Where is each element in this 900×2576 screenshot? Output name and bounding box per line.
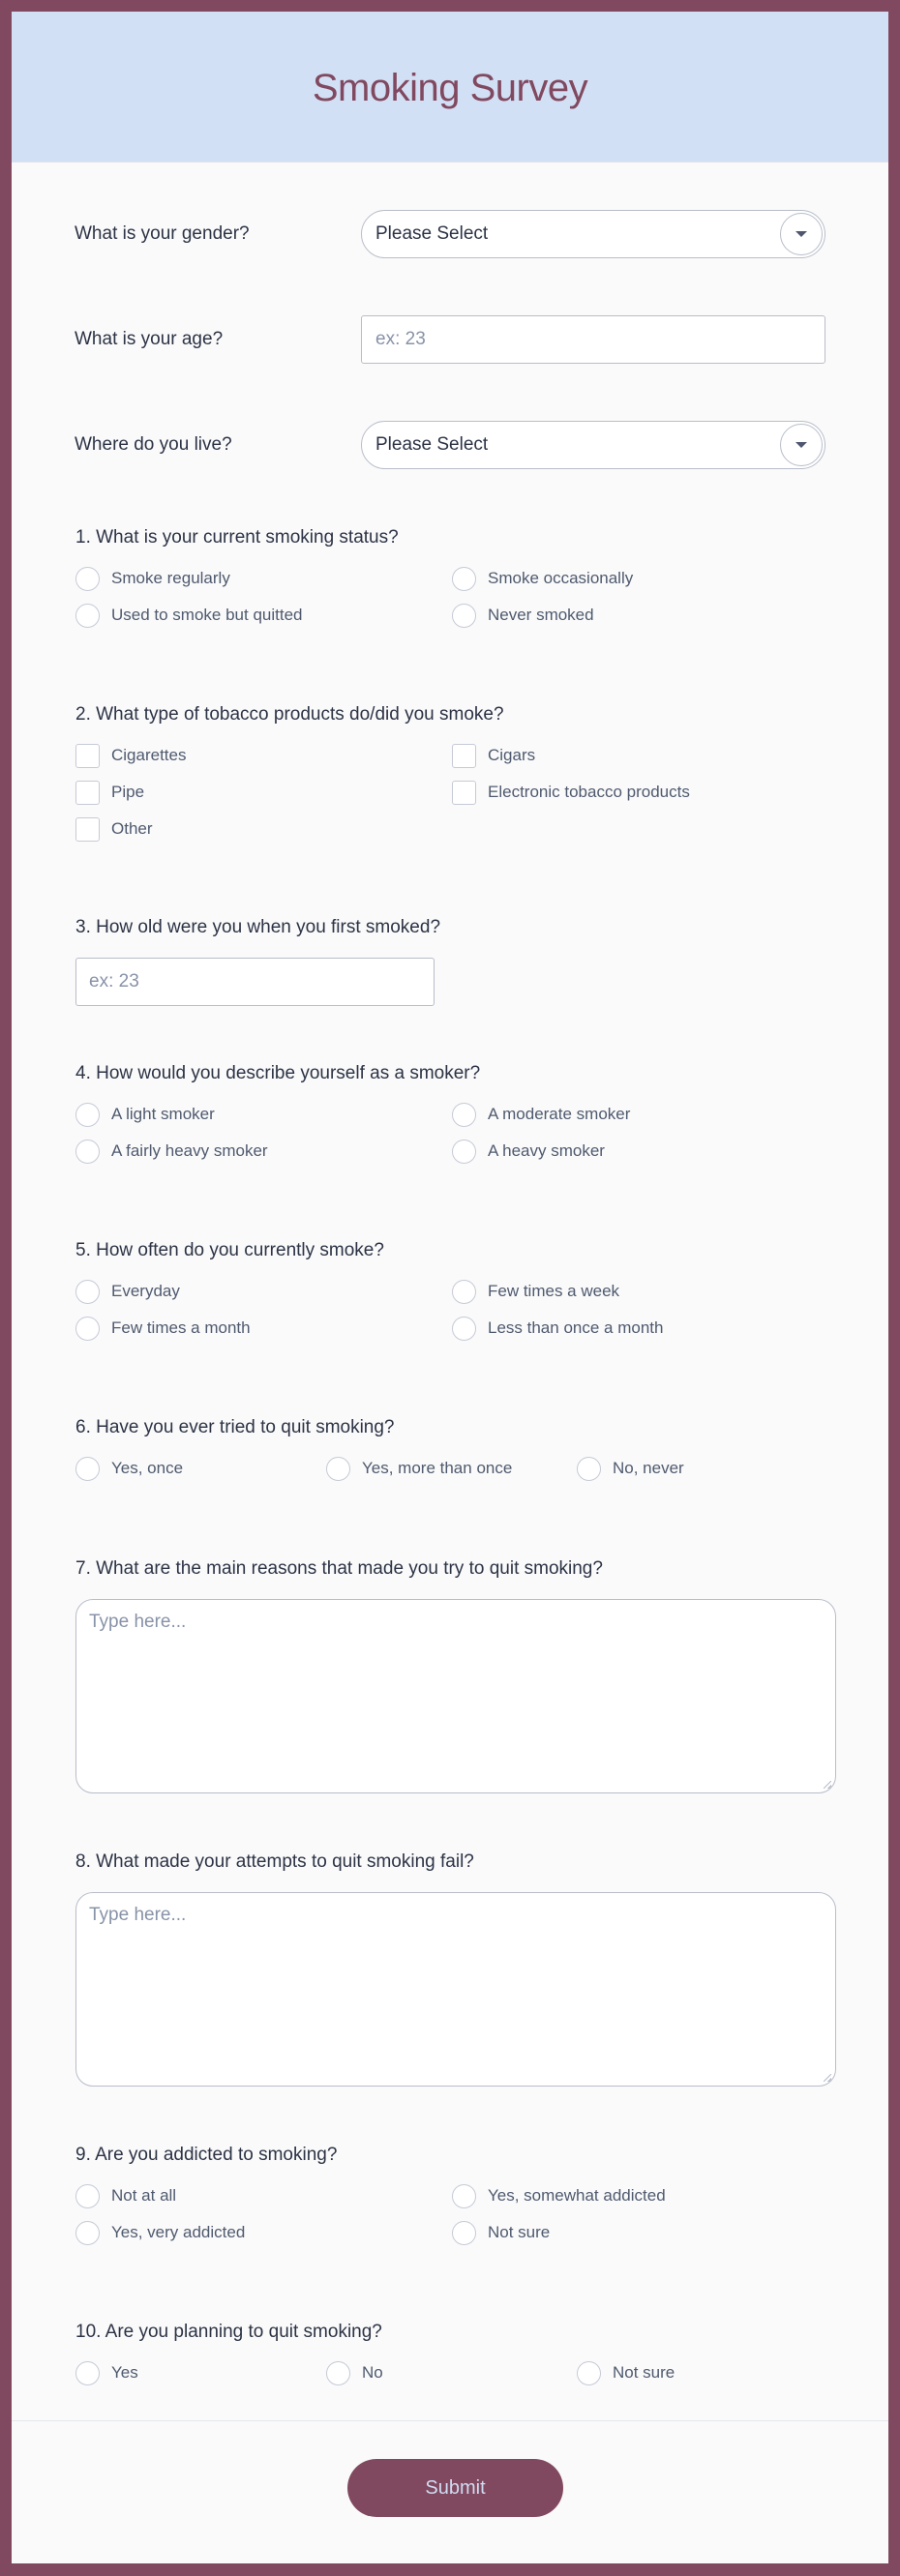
radio-option[interactable] <box>75 603 452 628</box>
footer-divider <box>12 2420 888 2421</box>
location-label: Where do you live? <box>75 434 232 455</box>
option-label: No, never <box>613 1459 684 1477</box>
age-row <box>75 315 839 364</box>
location-select-value: Please Select <box>375 434 489 455</box>
checkbox[interactable] <box>452 781 476 805</box>
option-label: Few times a month <box>111 1318 251 1337</box>
question-2 <box>75 702 840 842</box>
gender-select-value: Please Select <box>375 223 489 244</box>
radio-option[interactable] <box>75 1102 452 1127</box>
question-label: 5. How often do you currently smoke? <box>75 1240 384 1260</box>
option-label: Not at all <box>111 2186 177 2205</box>
textarea-placeholder: Type here... <box>89 1612 187 1632</box>
option-label: Never smoked <box>488 606 594 624</box>
checkbox[interactable] <box>75 817 100 842</box>
question-label: 2. What type of tobacco products do/did you smoke? <box>75 704 504 725</box>
radio-option[interactable] <box>452 603 828 628</box>
radio-option[interactable] <box>452 1102 828 1127</box>
radio-button[interactable] <box>452 1317 476 1341</box>
radio-button[interactable] <box>75 1280 100 1304</box>
age-input[interactable]: ex: 23 <box>361 315 825 364</box>
radio-option[interactable] <box>452 1139 828 1164</box>
radio-group <box>75 1456 840 1481</box>
option-label: A light smoker <box>111 1105 215 1123</box>
radio-button[interactable] <box>75 604 100 628</box>
resize-handle-icon[interactable] <box>824 2074 831 2082</box>
radio-option[interactable] <box>452 1279 828 1304</box>
question-6 <box>75 1415 840 1481</box>
option-label: Cigarettes <box>111 746 187 764</box>
question-label: 4. How would you describe yourself as a smoker? <box>75 1063 481 1083</box>
radio-button[interactable] <box>75 2221 100 2245</box>
option-label: A fairly heavy smoker <box>111 1141 268 1160</box>
radio-option[interactable] <box>75 2183 452 2208</box>
option-label: Not sure <box>613 2363 675 2382</box>
radio-button[interactable] <box>326 1457 350 1481</box>
question-5 <box>75 1238 840 1341</box>
option-label: Smoke regularly <box>111 569 230 587</box>
radio-group <box>75 1279 840 1341</box>
radio-option[interactable] <box>75 1456 326 1481</box>
question-8 <box>75 1850 840 2087</box>
radio-button[interactable] <box>452 2221 476 2245</box>
radio-button[interactable] <box>577 1457 601 1481</box>
radio-group <box>75 566 840 628</box>
radio-button[interactable] <box>452 567 476 591</box>
radio-button[interactable] <box>577 2361 601 2385</box>
radio-button[interactable] <box>75 1317 100 1341</box>
radio-button[interactable] <box>452 1103 476 1127</box>
age-label: What is your age? <box>75 329 224 349</box>
radio-option[interactable] <box>75 1279 452 1304</box>
gender-row <box>75 210 839 258</box>
survey-form <box>12 12 888 2563</box>
option-label: Yes, somewhat addicted <box>488 2186 666 2205</box>
question-4 <box>75 1061 840 1164</box>
textarea-placeholder: Type here... <box>89 1905 187 1925</box>
radio-option[interactable] <box>326 1456 577 1481</box>
radio-option[interactable] <box>452 2220 828 2245</box>
checkbox[interactable] <box>75 781 100 805</box>
question-label: 10. Are you planning to quit smoking? <box>75 2322 382 2342</box>
checkbox-option[interactable] <box>452 780 828 805</box>
gender-label: What is your gender? <box>75 223 250 244</box>
option-label: Pipe <box>111 783 145 801</box>
location-select[interactable] <box>361 421 825 469</box>
checkbox[interactable] <box>75 744 100 768</box>
option-label: Everyday <box>111 1282 180 1300</box>
option-label: A moderate smoker <box>488 1105 631 1123</box>
question-label: 9. Are you addicted to smoking? <box>75 2145 338 2165</box>
radio-button[interactable] <box>75 2184 100 2208</box>
question-label: 3. How old were you when you first smoked? <box>75 917 441 937</box>
option-label: Yes, more than once <box>362 1459 513 1477</box>
radio-group <box>75 1102 840 1164</box>
radio-button[interactable] <box>75 2361 100 2385</box>
radio-button[interactable] <box>452 604 476 628</box>
checkbox-option[interactable] <box>75 816 452 842</box>
option-label: Other <box>111 819 153 838</box>
option-label: Electronic tobacco products <box>488 783 690 801</box>
submit-button[interactable]: Submit <box>347 2459 563 2517</box>
checkbox-option[interactable] <box>75 780 452 805</box>
checkbox-option[interactable] <box>75 743 452 768</box>
question-label: 8. What made your attempts to quit smoking fail? <box>75 1851 474 1872</box>
resize-handle-icon[interactable] <box>824 1781 831 1789</box>
radio-button[interactable] <box>75 1457 100 1481</box>
radio-option[interactable] <box>577 2360 827 2385</box>
quit-fail-textarea[interactable] <box>75 1892 836 2087</box>
gender-select[interactable] <box>361 210 825 258</box>
question-9 <box>75 2143 840 2245</box>
radio-option[interactable] <box>452 2183 828 2208</box>
radio-option[interactable] <box>75 1139 452 1164</box>
question-3 <box>75 915 840 1006</box>
radio-button[interactable] <box>75 1140 100 1164</box>
option-label: Not sure <box>488 2223 551 2241</box>
chevron-down-icon[interactable] <box>780 424 823 466</box>
radio-option[interactable] <box>326 2360 577 2385</box>
radio-option[interactable] <box>452 566 828 591</box>
location-row <box>75 421 839 469</box>
option-label: Few times a week <box>488 1282 620 1300</box>
radio-button[interactable] <box>326 2361 350 2385</box>
chevron-down-icon[interactable] <box>780 213 823 255</box>
option-label: Used to smoke but quitted <box>111 606 303 624</box>
option-label: Cigars <box>488 746 536 764</box>
radio-option[interactable] <box>75 2220 452 2245</box>
option-label: Yes, very addicted <box>111 2223 246 2241</box>
question-label: 7. What are the main reasons that made you try to quit smoking? <box>75 1558 603 1579</box>
radio-button[interactable] <box>75 567 100 591</box>
radio-option[interactable] <box>75 2360 326 2385</box>
quit-reasons-textarea[interactable] <box>75 1599 836 1793</box>
option-label: Yes <box>111 2363 138 2382</box>
radio-group <box>75 2360 840 2385</box>
question-1 <box>75 525 840 628</box>
radio-option[interactable] <box>75 1316 452 1341</box>
radio-group <box>75 2183 840 2245</box>
radio-button[interactable] <box>452 1140 476 1164</box>
option-label: Yes, once <box>111 1459 184 1477</box>
radio-option[interactable] <box>75 566 452 591</box>
radio-button[interactable] <box>452 2184 476 2208</box>
form-header <box>12 12 888 163</box>
option-label: A heavy smoker <box>488 1141 605 1160</box>
radio-option[interactable] <box>452 1316 828 1341</box>
question-label: 6. Have you ever tried to quit smoking? <box>75 1417 395 1437</box>
checkbox-group <box>75 743 840 842</box>
checkbox[interactable] <box>452 744 476 768</box>
radio-option[interactable] <box>577 1456 827 1481</box>
checkbox-option[interactable] <box>452 743 828 768</box>
question-10 <box>75 2320 840 2385</box>
radio-button[interactable] <box>75 1103 100 1127</box>
option-label: Smoke occasionally <box>488 569 634 587</box>
radio-button[interactable] <box>452 1280 476 1304</box>
question-label: 1. What is your current smoking status? <box>75 527 399 548</box>
first-smoked-age-input[interactable]: ex: 23 <box>75 958 435 1006</box>
question-7 <box>75 1556 840 1793</box>
option-label: Less than once a month <box>488 1318 664 1337</box>
option-label: No <box>362 2363 383 2382</box>
page-title: Smoking Survey <box>312 67 588 109</box>
